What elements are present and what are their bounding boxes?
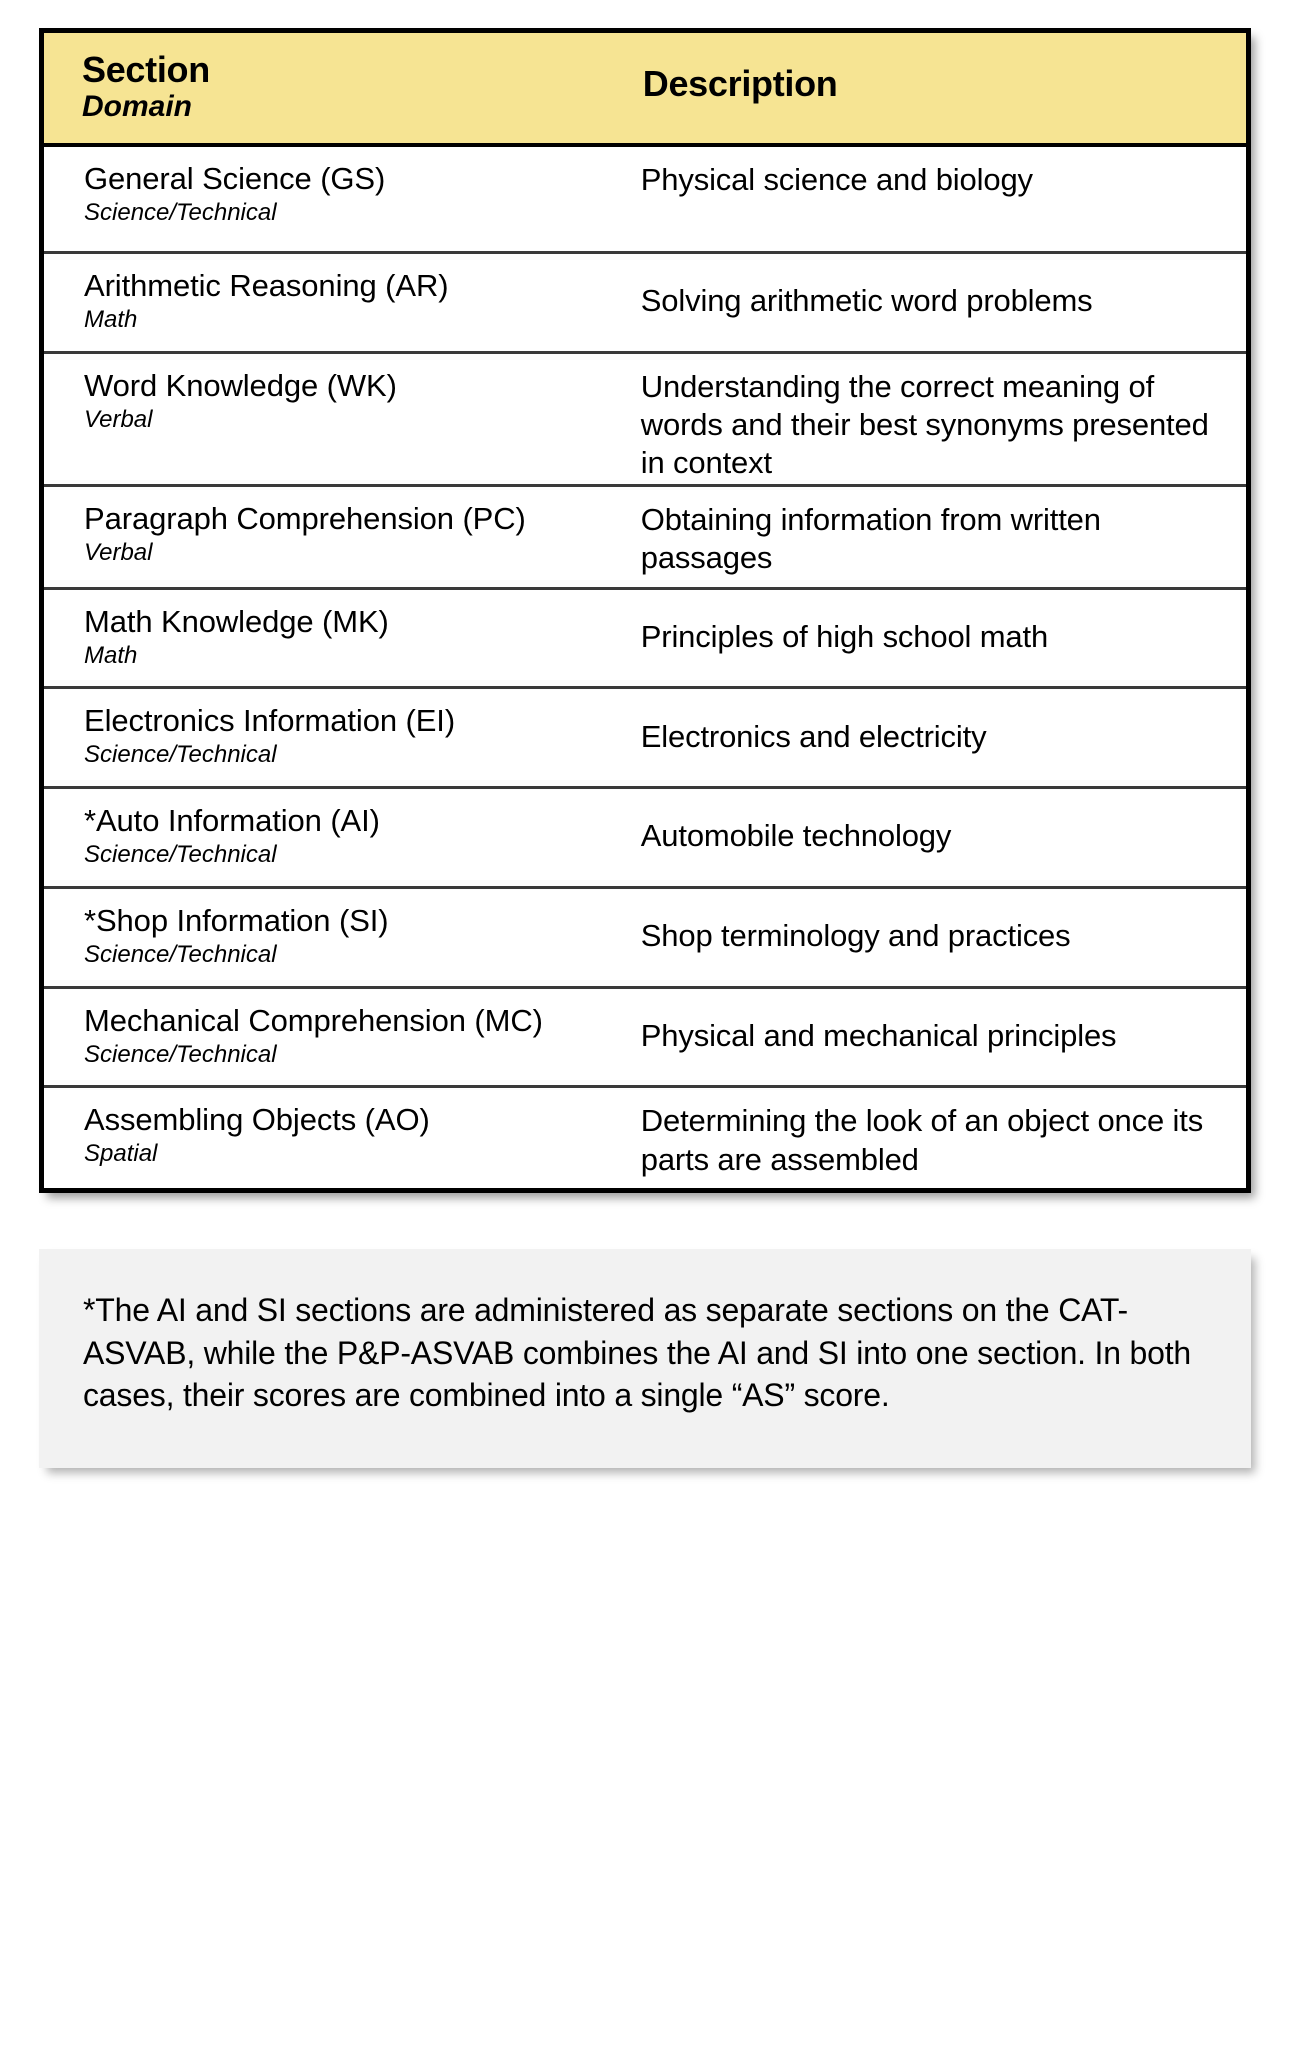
description-cell-inner bbox=[603, 487, 1246, 587]
section-name: *Auto Information (AI) bbox=[84, 803, 380, 839]
section-name: Mechanical Comprehension (MC) bbox=[84, 1002, 543, 1038]
cell-section bbox=[42, 252, 603, 352]
description-cell-inner bbox=[603, 147, 1246, 251]
section-name: Math Knowledge (MK) bbox=[84, 603, 389, 639]
section-domain: Verbal bbox=[84, 538, 153, 566]
section-cell-inner bbox=[44, 889, 603, 986]
description-cell-inner bbox=[603, 354, 1246, 484]
section-cell-inner bbox=[44, 254, 603, 351]
section-domain: Math bbox=[84, 305, 138, 333]
cell-section bbox=[42, 688, 603, 788]
cell-section bbox=[42, 987, 603, 1087]
cell-description bbox=[603, 145, 1249, 253]
cell-description bbox=[603, 788, 1249, 888]
table-row bbox=[42, 252, 1249, 352]
section-domain: Science/Technical bbox=[84, 841, 277, 869]
cell-description bbox=[603, 987, 1249, 1087]
column-header-section-title: Section bbox=[82, 49, 210, 90]
table-row bbox=[42, 352, 1249, 485]
cell-section bbox=[42, 352, 603, 485]
cell-section bbox=[42, 788, 603, 888]
table-body bbox=[42, 145, 1249, 1191]
cell-section bbox=[42, 485, 603, 588]
column-header-description-title: Description bbox=[642, 63, 838, 104]
cell-description bbox=[603, 588, 1249, 688]
section-domain: Spatial bbox=[84, 1140, 158, 1168]
cell-section bbox=[42, 588, 603, 688]
description-text: Determining the look of an object once its parts are assembled bbox=[640, 1103, 1204, 1177]
cell-section bbox=[42, 145, 603, 253]
asvab-table-container bbox=[39, 28, 1251, 1193]
description-cell-inner bbox=[603, 803, 1246, 871]
table-header-row bbox=[42, 31, 1249, 145]
description-text: Physical science and biology bbox=[640, 161, 1033, 197]
description-cell-inner bbox=[603, 268, 1246, 336]
section-name: *Shop Information (SI) bbox=[84, 902, 389, 938]
table-row bbox=[42, 145, 1249, 253]
section-domain: Verbal bbox=[84, 405, 153, 433]
description-text: Automobile technology bbox=[640, 818, 952, 854]
section-cell-inner bbox=[44, 590, 603, 687]
column-header-domain-title: Domain bbox=[82, 89, 193, 123]
column-header-section-inner bbox=[44, 33, 603, 143]
description-text: Electronics and electricity bbox=[640, 718, 987, 754]
section-domain: Science/Technical bbox=[84, 741, 277, 769]
table-row bbox=[42, 1087, 1249, 1191]
section-domain: Science/Technical bbox=[84, 1040, 277, 1068]
section-name: Assembling Objects (AO) bbox=[84, 1102, 430, 1138]
section-domain: Science/Technical bbox=[84, 940, 277, 968]
table-row bbox=[42, 588, 1249, 688]
description-text: Principles of high school math bbox=[640, 618, 1049, 654]
table-row bbox=[42, 887, 1249, 987]
section-name: Electronics Information (EI) bbox=[84, 703, 456, 739]
cell-description bbox=[603, 252, 1249, 352]
description-cell-inner bbox=[603, 704, 1246, 772]
cell-section bbox=[42, 887, 603, 987]
cell-description bbox=[603, 887, 1249, 987]
cell-description bbox=[603, 352, 1249, 485]
cell-section bbox=[42, 1087, 603, 1191]
description-text: Physical and mechanical principles bbox=[640, 1017, 1117, 1053]
section-domain: Science/Technical bbox=[84, 198, 277, 226]
description-cell-inner bbox=[603, 903, 1246, 971]
description-cell-inner bbox=[603, 1088, 1246, 1188]
section-cell-inner bbox=[44, 689, 603, 786]
section-cell-inner bbox=[44, 487, 603, 587]
table-row bbox=[42, 987, 1249, 1087]
section-domain: Math bbox=[84, 641, 138, 669]
column-header-description-inner bbox=[603, 33, 1246, 124]
description-text: Understanding the correct meaning of words and their best synonyms presented in context bbox=[640, 368, 1209, 480]
section-name: General Science (GS) bbox=[84, 160, 386, 196]
cell-description bbox=[603, 1087, 1249, 1191]
section-name: Arithmetic Reasoning (AR) bbox=[84, 267, 449, 303]
description-text: Solving arithmetic word problems bbox=[640, 283, 1093, 319]
section-cell-inner bbox=[44, 989, 603, 1086]
description-cell-inner bbox=[603, 1003, 1246, 1071]
table-header bbox=[42, 31, 1249, 145]
section-cell-inner bbox=[44, 1088, 603, 1188]
section-name: Word Knowledge (WK) bbox=[84, 367, 397, 403]
table-row bbox=[42, 788, 1249, 888]
column-header-section bbox=[42, 31, 603, 145]
asvab-sections-table bbox=[39, 28, 1251, 1193]
section-name: Paragraph Comprehension (PC) bbox=[84, 500, 526, 536]
section-cell-inner bbox=[44, 147, 603, 251]
cell-description bbox=[603, 485, 1249, 588]
column-header-description bbox=[603, 31, 1249, 145]
description-cell-inner bbox=[603, 604, 1246, 672]
description-text: Obtaining information from written passages bbox=[640, 501, 1101, 575]
table-row bbox=[42, 688, 1249, 788]
table-row bbox=[42, 485, 1249, 588]
section-cell-inner bbox=[44, 354, 603, 484]
section-cell-inner bbox=[44, 789, 603, 886]
footnote-text: *The AI and SI sections are administered as separate sections on the CAT-ASVAB, while the P&P-ASVAB combines the AI and SI into one section. In both cases, their scores are combined into a single “AS” score. bbox=[83, 1292, 1192, 1413]
cell-description bbox=[603, 688, 1249, 788]
footnote-box bbox=[39, 1249, 1251, 1468]
description-text: Shop terminology and practices bbox=[640, 918, 1071, 954]
